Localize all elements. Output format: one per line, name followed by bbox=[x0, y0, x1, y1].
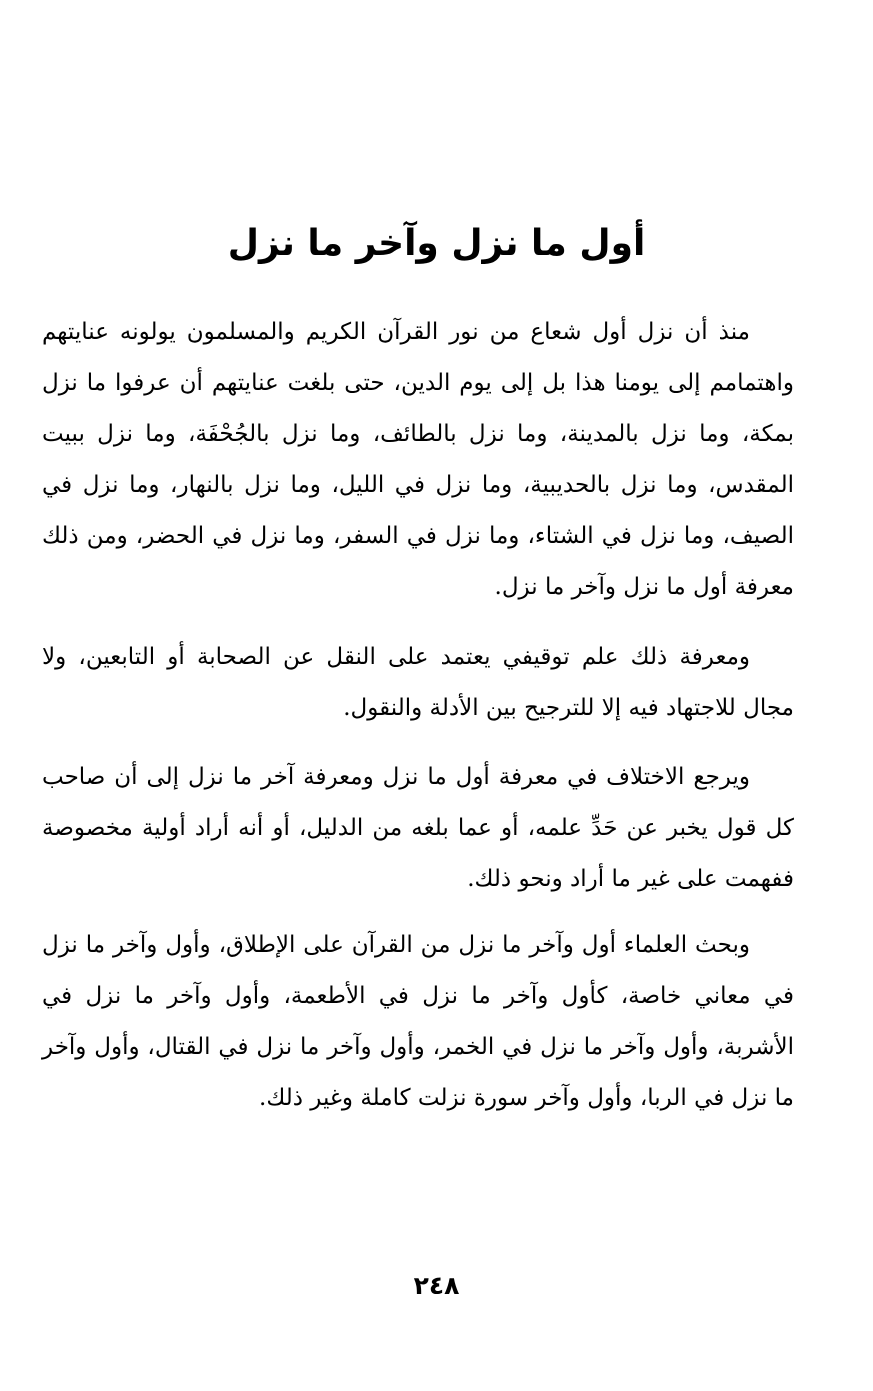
page-title: أول ما نزل وآخر ما نزل bbox=[227, 223, 646, 264]
paragraph-3: ويرجع الاختلاف في معرفة أول ما نزل ومعرفة آخر ما نزل إلى أن صاحب كل قول يخبر عن حَدِّ علمه، أو عما بلغه من الدليل، أو أنه أراد أولية مخصوصة ففهمت على غير ما أراد ونحو ذلك. bbox=[42, 764, 794, 892]
paragraph-1: منذ أن نزل أول شعاع من نور القرآن الكريم والمسلمون يولونه عنايتهم واهتمامم إلى يومنا هذا بل إلى يوم الدين، حتى بلغت عنايتهم أن عرفوا ما نزل بمكة، وما نزل بالمدينة، وما نزل بالطائف، وما نزل بالجُحْفَة، وما نزل ببيت المقدس، وما نزل بالحديبية، وما نزل في الليل، وما نزل بالنهار، وما نزل في الصيف، وما نزل في الشتاء، وما نزل في السفر، وما نزل في الحضر، ومن ذلك معرفة أول ما نزل وآخر ما نزل. bbox=[42, 319, 794, 600]
page-number: ٢٤٨ bbox=[413, 1271, 460, 1300]
paragraph-4: وبحث العلماء أول وآخر ما نزل من القرآن على الإطلاق، وأول وآخر ما نزل في معاني خاصة، كأول وآخر ما نزل في الأطعمة، وأول وآخر ما نزل في الأشربة، وأول وآخر ما نزل في الخمر، وأول وآخر ما نزل في القتال، وأول وآخر ما نزل في الربا، وأول وآخر سورة نزلت كاملة وغير ذلك. bbox=[42, 932, 794, 1111]
paragraph-2: ومعرفة ذلك علم توقيفي يعتمد على النقل عن الصحابة أو التابعين، ولا مجال للاجتهاد فيه إلا للترجيح بين الأدلة والنقول. bbox=[42, 644, 794, 721]
